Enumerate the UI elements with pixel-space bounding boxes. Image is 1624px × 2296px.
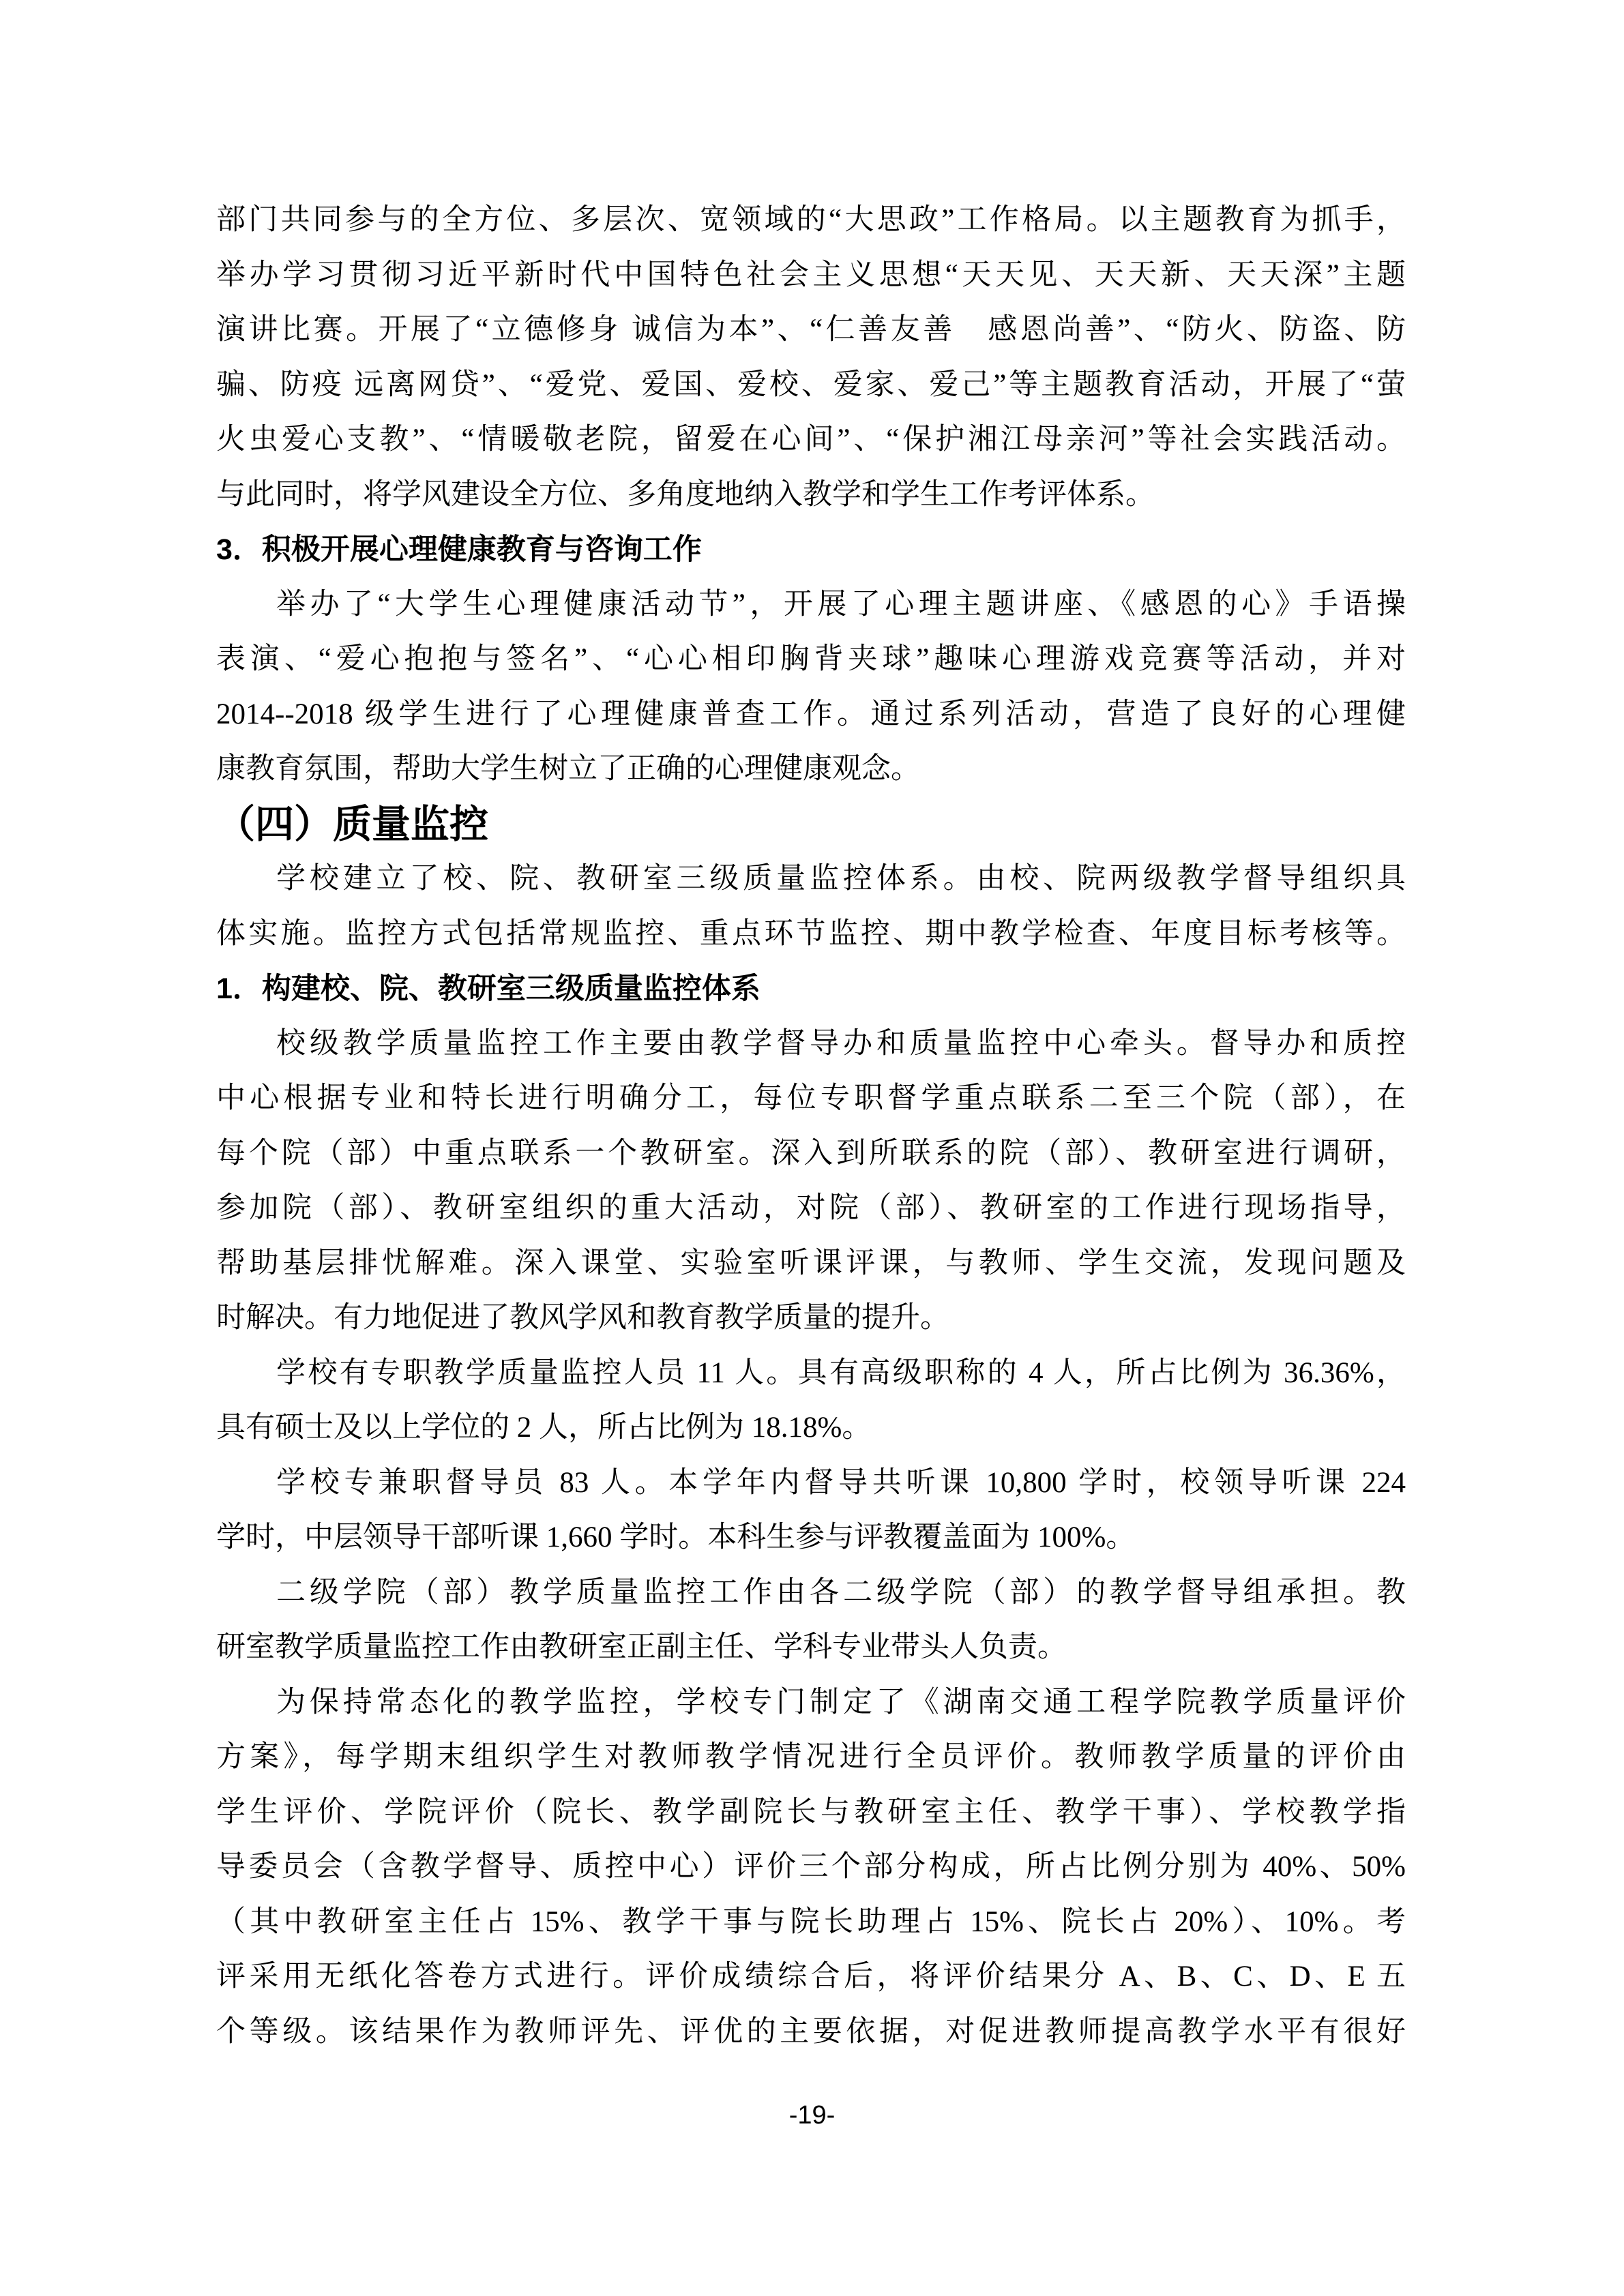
text-line: 部门共同参与的全方位、多层次、宽领域的“大思政”工作格局。以主题教育为抓手，: [216, 204, 1406, 236]
text-line: 学校建立了校、院、教研室三级质量监控体系。由校、院两级教学督导组织具: [276, 863, 1406, 895]
text-line: 导委员会（含教学督导、质控中心）评价三个部分构成，所占比例分别为 40%、50%: [216, 1851, 1406, 1883]
text-line: 时解决。有力地促进了教风学风和教育教学质量的提升。: [216, 1302, 949, 1334]
text-line: （其中教研室主任占 15%、教学干事与院长助理占 15%、院长占 20%）、10%。考: [216, 1905, 1406, 1938]
text-line: 康教育氛围，帮助大学生树立了正确的心理健康观念。: [216, 753, 920, 785]
text-line: 表演、“爱心抱抱与签名”、“心心相印胸背夹球”趣味心理游戏竞赛等活动，并对: [216, 643, 1406, 675]
text-line: 学生评价、学院评价（院长、教学副院长与教研室主任、教学干事）、学校教学指: [216, 1795, 1406, 1828]
section-heading-quality-control: （四）质量监控: [216, 802, 488, 846]
text-line: 中心根据专业和特长进行明确分工，每位专职督学重点联系二至三个院（部），在: [216, 1082, 1406, 1114]
text-line: 2014--2018 级学生进行了心理健康普查工作。通过系列活动，营造了良好的心理健: [216, 698, 1406, 730]
text-line: 研室教学质量监控工作由教研室正副主任、学科专业带头人负责。: [216, 1631, 1067, 1663]
text-line: 校级教学质量监控工作主要由教学督导办和质量监控中心牵头。督导办和质控: [276, 1027, 1406, 1060]
text-line: 与此同时，将学风建设全方位、多角度地纳入教学和学生工作考评体系。: [216, 478, 1155, 511]
text-line: 具有硕士及以上学位的 2 人，所占比例为 18.18%。: [216, 1412, 872, 1444]
text-line: 参加院（部）、教研室组织的重大活动，对院（部）、教研室的工作进行现场指导，: [216, 1192, 1406, 1224]
text-line: 骗、防疫 远离网贷”、“爱党、爱国、爱校、爱家、爱己”等主题教育活动，开展了“萤: [216, 368, 1406, 401]
text-line: 学校有专职教学质量监控人员 11 人。具有高级职称的 4 人，所占比例为 36.36%，: [276, 1356, 1406, 1389]
text-line: 举办学习贯彻习近平新时代中国特色社会主义思想“天天见、天天新、天天深”主题: [216, 258, 1406, 291]
text-line: 个等级。该结果作为教师评先、评优的主要依据，对促进教师提高教学水平有很好: [216, 2015, 1406, 2048]
subsection-heading-mental-health: 3．积极开展心理健康教育与咨询工作: [216, 533, 702, 566]
text-line: 演讲比赛。开展了“立德修身 诚信为本”、“仁善友善 感恩尚善”、“防火、防盗、防: [216, 314, 1406, 346]
document-body: [216, 193, 1406, 2059]
text-line: 每个院（部）中重点联系一个教研室。深入到所联系的院（部）、教研室进行调研，: [216, 1137, 1406, 1169]
text-line: 为保持常态化的教学监控，学校专门制定了《湖南交通工程学院教学质量评价: [276, 1686, 1406, 1718]
text-line: 火虫爱心支教”、“情暖敬老院，留爱在心间”、“保护湘江母亲河”等社会实践活动。: [216, 423, 1406, 456]
text-line: 评采用无纸化答卷方式进行。评价成绩综合后，将评价结果分 A、B、C、D、E 五: [216, 1960, 1406, 1993]
subsection-heading-monitoring-system: 1．构建校、院、教研室三级质量监控体系: [216, 972, 761, 1005]
text-line: 二级学院（部）教学质量监控工作由各二级学院（部）的教学督导组承担。教: [276, 1576, 1406, 1609]
text-line: 学校专兼职督导员 83 人。本学年内督导共听课 10,800 学时，校领导听课 224: [276, 1466, 1406, 1499]
text-line: 举办了“大学生心理健康活动节”，开展了心理主题讲座、《感恩的心》手语操: [276, 588, 1406, 621]
page-number: -19-: [788, 2101, 836, 2130]
text-line: 学时，中层领导干部听课 1,660 学时。本科生参与评教覆盖面为 100%。: [216, 1521, 1136, 1553]
text-line: 方案》，每学期末组织学生对教师教学情况进行全员评价。教师教学质量的评价由: [216, 1741, 1406, 1773]
text-line: 帮助基层排忧解难。深入课堂、实验室听课评课，与教师、学生交流，发现问题及: [216, 1247, 1406, 1279]
text-line: 体实施。监控方式包括常规监控、重点环节监控、期中教学检查、年度目标考核等。: [216, 917, 1406, 950]
